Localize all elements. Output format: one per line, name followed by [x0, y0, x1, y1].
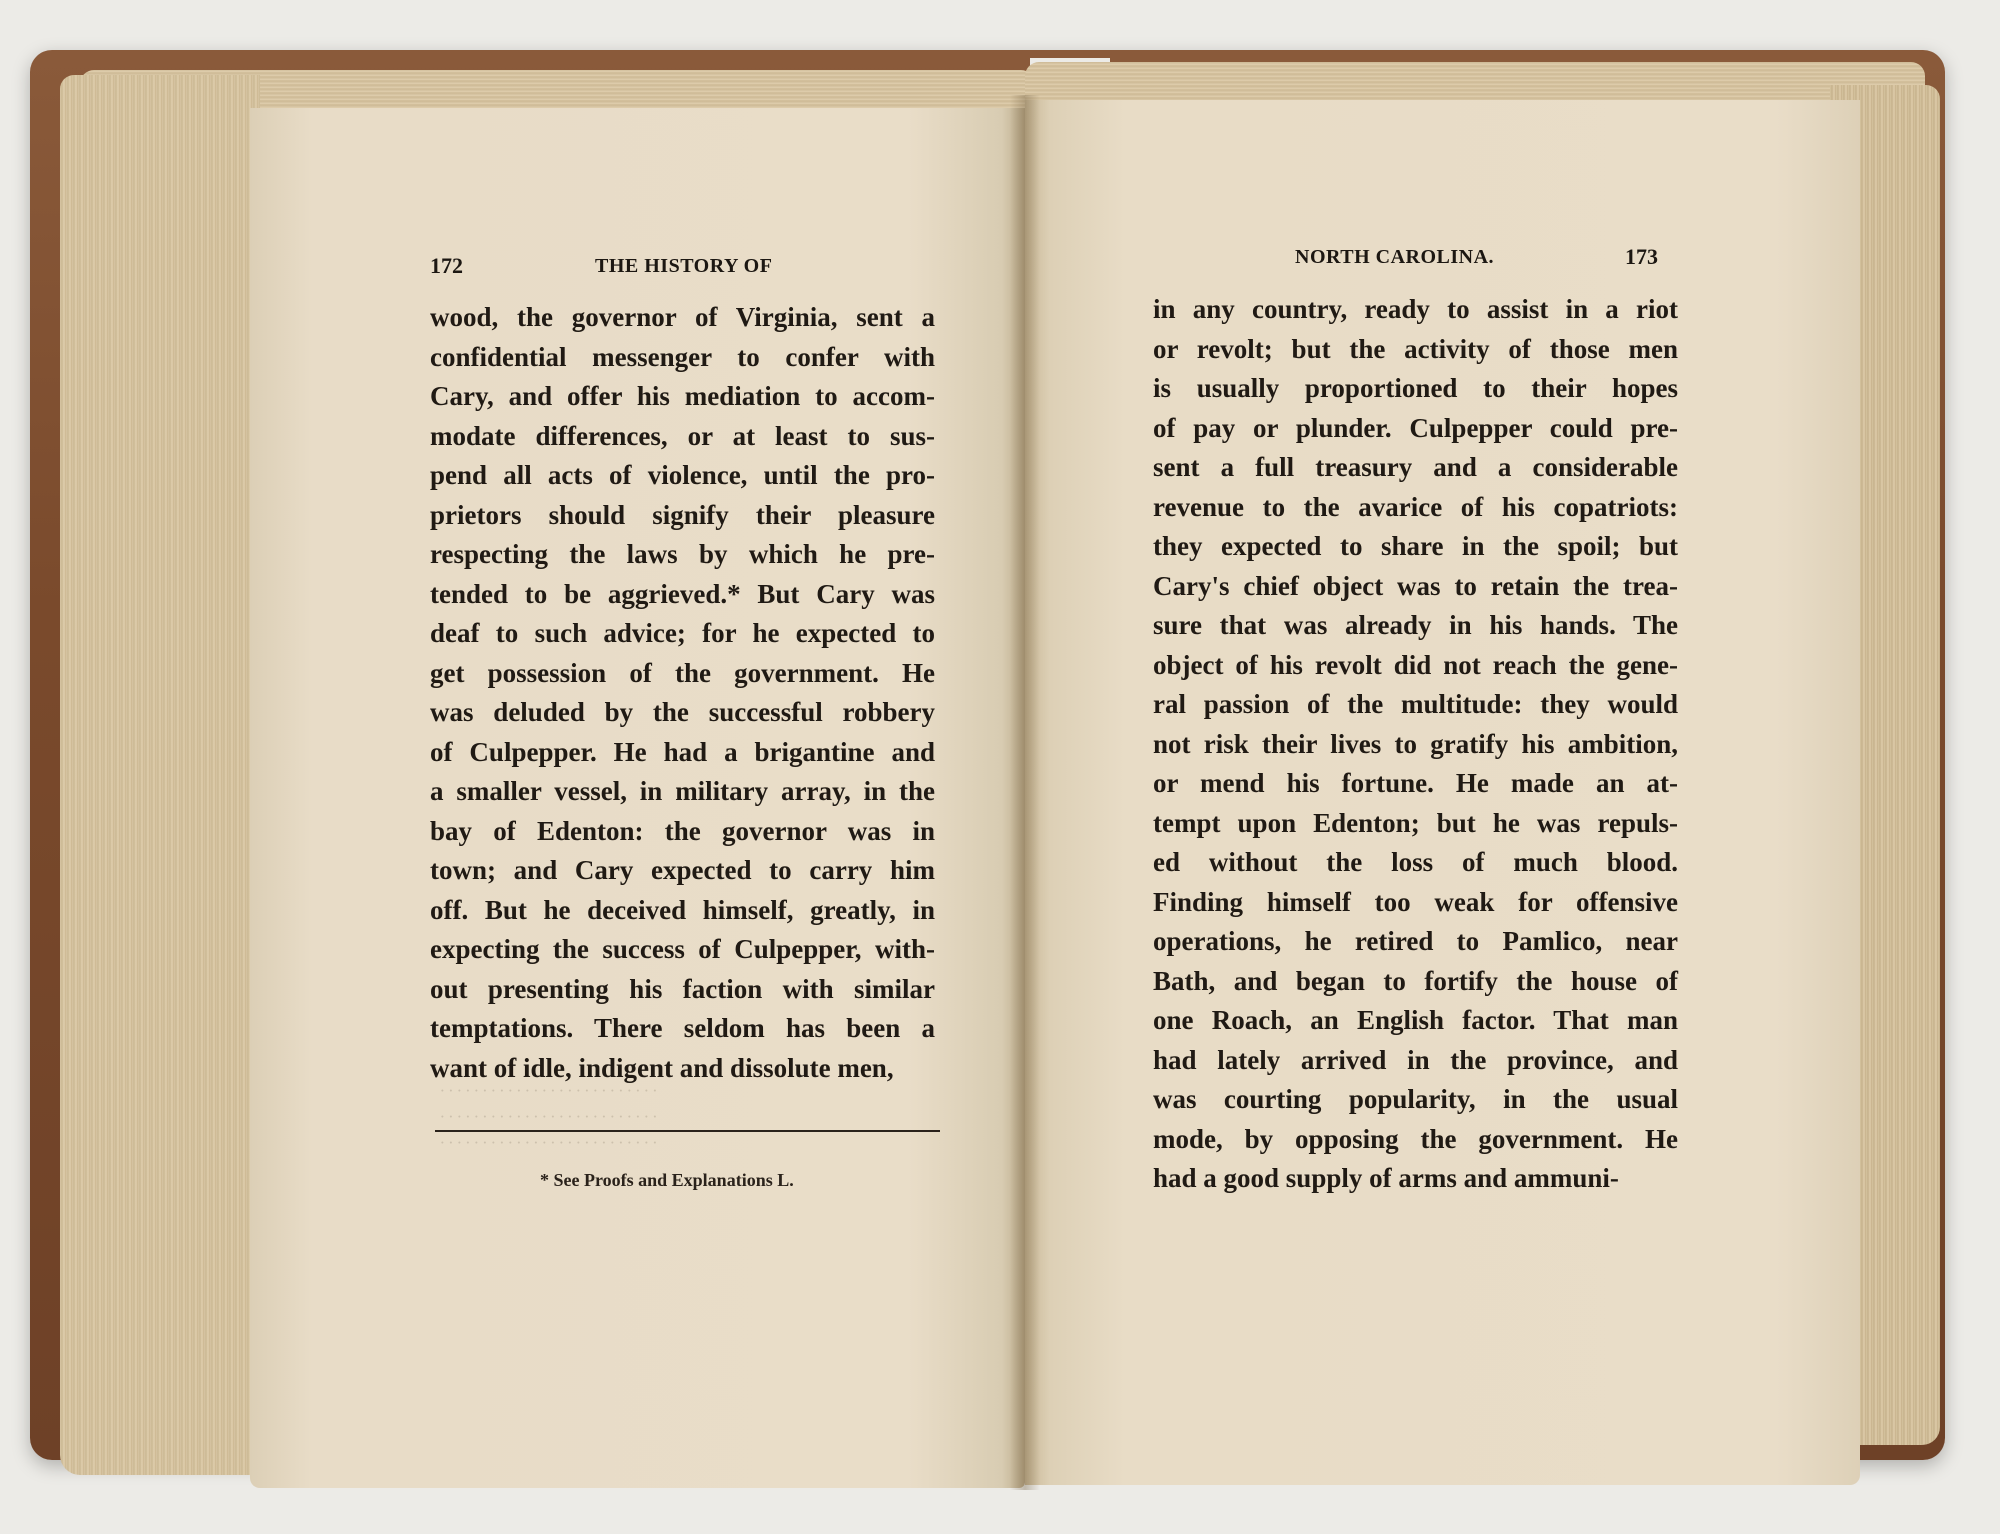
text-line: tended to be aggrieved.* But Cary was: [430, 578, 935, 609]
text-line: one Roach, an English factor. That man: [1153, 1005, 1678, 1035]
text-line: modate differences, or at least to sus-: [430, 420, 935, 451]
page-edges-left: [60, 75, 260, 1475]
text-line: ed without the loss of much blood.: [1153, 847, 1678, 877]
text-line: respecting the laws by which he pre-: [430, 539, 935, 569]
text-line: out presenting his faction with similar: [430, 973, 935, 1004]
text-line: sure that was already in his hands. The: [1153, 610, 1678, 640]
text-line: off. But he deceived himself, greatly, in: [430, 894, 935, 925]
text-line: wood, the governor of Virginia, sent a: [430, 302, 935, 332]
text-line: in any country, ready to assist in a riot: [1153, 294, 1678, 324]
text-line: object of his revolt did not reach the gene-: [1153, 649, 1678, 680]
text-line: had a good supply of arms and ammuni-: [1153, 1163, 1619, 1193]
text-line: tempt upon Edenton; but he was repuls-: [1153, 807, 1678, 838]
text-line: want of idle, indigent and dissolute men,: [430, 1052, 894, 1083]
text-line: town; and Cary expected to carry him: [430, 855, 935, 885]
text-line: Cary, and offer his mediation to accom-: [430, 381, 935, 411]
text-line: is usually proportioned to their hopes: [1153, 373, 1678, 403]
show-through-text: · · · · · · · · · · · · · · · · · · · · · · · · · · · · · · · · · · · · · · · · · · · · · · · · · · · · · · · · · · · · · · · · · · · · · · · · · · · · · ·: [440, 1081, 657, 1152]
text-line: get possession of the government. He: [430, 657, 935, 688]
left-page-number: 172: [430, 253, 463, 278]
right-running-head: NORTH CAROLINA.: [1295, 246, 1495, 268]
text-line: was courting popularity, in the usual: [1153, 1084, 1678, 1114]
text-line: not risk their lives to gratify his ambition,: [1153, 728, 1678, 759]
text-line: of Culpepper. He had a brigantine and: [430, 736, 935, 767]
text-line: or revolt; but the activity of those men: [1153, 333, 1678, 364]
left-running-head: THE HISTORY OF: [595, 255, 773, 277]
text-line: pend all acts of violence, until the pro-: [430, 460, 935, 490]
text-line: mode, by opposing the government. He: [1153, 1123, 1678, 1154]
right-page: [1025, 100, 1860, 1485]
right-body-text: [1153, 290, 1678, 1199]
text-line: expecting the success of Culpepper, with-: [430, 934, 935, 964]
text-line: Finding himself too weak for offensive: [1153, 886, 1678, 917]
text-line: Bath, and began to fortify the house of: [1153, 965, 1678, 996]
text-line: prietors should signify their pleasure: [430, 499, 935, 530]
text-line: a smaller vessel, in military array, in the: [430, 776, 935, 806]
left-page: [250, 108, 1025, 1488]
text-line: operations, he retired to Pamlico, near: [1153, 926, 1678, 956]
text-line: Cary's chief object was to retain the trea-: [1153, 570, 1678, 601]
text-line: or mend his fortune. He made an at-: [1153, 768, 1678, 798]
book-gutter: [1010, 95, 1040, 1490]
footnote: * See Proofs and Explanations L.: [540, 1170, 794, 1190]
footnote-rule: [435, 1130, 940, 1132]
text-line: sent a full treasury and a considerable: [1153, 452, 1678, 482]
text-line: was deluded by the successful robbery: [430, 697, 935, 727]
text-line: had lately arrived in the province, and: [1153, 1044, 1678, 1075]
text-line: ral passion of the multitude: they would: [1153, 689, 1678, 719]
right-page-number: 173: [1625, 244, 1658, 269]
left-body-text: [430, 298, 935, 1088]
text-line: revenue to the avarice of his copatriots:: [1153, 491, 1678, 522]
text-line: bay of Edenton: the governor was in: [430, 815, 935, 846]
text-line: deaf to such advice; for he expected to: [430, 618, 935, 648]
text-line: they expected to share in the spoil; but: [1153, 531, 1678, 561]
text-line: of pay or plunder. Culpepper could pre-: [1153, 412, 1678, 443]
text-line: confidential messenger to confer with: [430, 341, 935, 372]
text-line: temptations. There seldom has been a: [430, 1013, 935, 1043]
